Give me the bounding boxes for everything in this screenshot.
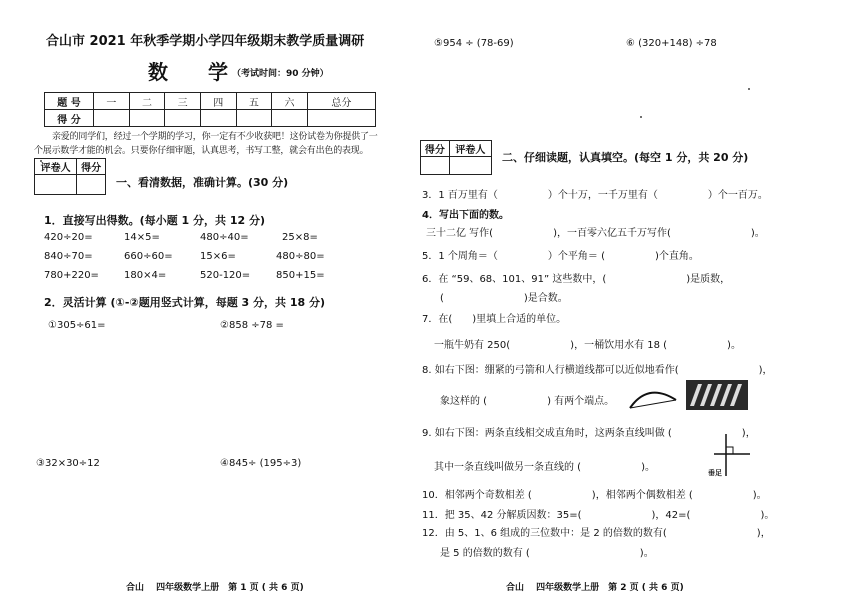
question-4: 4．写出下面的数。 <box>422 210 509 221</box>
question-2-1: ①305÷61= <box>48 320 106 331</box>
subject-title: 数 学 <box>148 60 228 84</box>
foot-of-perpendicular-label: 垂足 <box>708 469 722 477</box>
score-blank-cell <box>307 110 375 127</box>
question-2-5: ⑤954 ÷ (78-69) <box>434 38 514 49</box>
intro-line-1: 亲爱的同学们，经过一个学期的学习，你一定有不少收获吧！这份试卷为你提供了一 <box>52 132 378 142</box>
score-header-cell: 二 <box>129 93 165 110</box>
question-1-title: 1．直接写出得数。(每小题 1 分，共 12 分) <box>44 214 265 227</box>
score-label: 得分 <box>77 159 106 175</box>
question-6-line-1: 6．在 “59、68、101、91” 这些数中，( )是质数， <box>422 274 731 285</box>
question-2-3: ③32×30÷12 <box>36 458 100 469</box>
score-blank-cell <box>200 110 236 127</box>
page-footer: 合山 四年级数学上册 第 2 页 ( 共 6 页) <box>506 583 684 593</box>
question-2-2: ②858 ÷78 = <box>220 320 284 331</box>
grader-box-2 <box>420 140 492 175</box>
calc-item: 660÷60= <box>124 251 173 262</box>
question-4-line: 三十二亿 写作( )，一百零六亿五千万写作( )。 <box>426 228 765 239</box>
question-2-title: 2．灵活计算 (①-②题用竖式计算，每题 3 分，共 18 分) <box>44 296 326 309</box>
score-label: 得分 <box>421 141 450 157</box>
score-blank-cell <box>165 110 201 127</box>
calc-item: 840÷70= <box>44 251 93 262</box>
question-8-line-1: 8. 如右下图：绷紧的弓箭和人行横道线都可以近似地看作( )， <box>422 365 773 376</box>
scan-speck <box>748 88 750 90</box>
grader-label: 评卷人 <box>449 141 491 157</box>
question-9-line-1: 9. 如右下图：两条直线相交成直角时，这两条直线叫做 ( )， <box>422 428 756 439</box>
calc-item: 480÷40= <box>200 232 249 243</box>
exam-page-2 <box>422 0 860 608</box>
question-6-line-2: ( )是合数。 <box>440 293 568 304</box>
page-footer: 合山 四年级数学上册 第 1 页 ( 共 6 页) <box>126 583 304 593</box>
score-blank-cell <box>129 110 165 127</box>
scan-speck <box>640 116 642 118</box>
question-2-6: ⑥ (320+148) ÷78 <box>626 38 717 49</box>
calc-item: 14×5= <box>124 232 160 243</box>
calc-item: 180×4= <box>124 270 167 281</box>
calc-item: 780+220= <box>44 270 99 281</box>
exam-title: 合山市 2021 年秋季学期小学四年级期末教学质量调研 <box>46 34 365 49</box>
question-11: 11．把 35、42 分解质因数：35=( )，42=( )。 <box>422 510 775 521</box>
calc-item: 480÷80= <box>276 251 325 262</box>
score-blank-cell <box>236 110 272 127</box>
calc-item: 850+15= <box>276 270 325 281</box>
calc-item: 520-120= <box>200 270 251 281</box>
score-blank <box>421 157 450 175</box>
question-8-line-2: 象这样的 ( ) 有两个端点。 <box>440 396 615 407</box>
score-blank <box>77 175 106 195</box>
score-header-cell: 五 <box>236 93 272 110</box>
question-9-line-2: 其中一条直线叫做另一条直线的 ( )。 <box>434 462 655 473</box>
score-header-cell: 一 <box>94 93 130 110</box>
grader-blank <box>35 175 77 195</box>
grader-box <box>34 158 106 195</box>
section-1-title: 一、看清数据，准确计算。(30 分) <box>116 176 289 189</box>
question-12-line-1: 12．由 5、1、6 组成的三位数中：是 2 的倍数的数有( )， <box>422 528 771 539</box>
score-header-cell: 三 <box>165 93 201 110</box>
question-10: 10．相邻两个奇数相差 ( )，相邻两个偶数相差 ( )。 <box>422 490 767 501</box>
section-2-title: 二、仔细读题，认真填空。(每空 1 分，共 20 分) <box>502 151 749 164</box>
question-12-line-2: 是 5 的倍数的数有 ( )。 <box>440 548 654 559</box>
score-blank-cell <box>272 110 308 127</box>
question-2-4: ④845÷ (195÷3) <box>220 458 302 469</box>
score-blank-cell <box>94 110 130 127</box>
score-header-cell: 六 <box>272 93 308 110</box>
score-header-cell: 四 <box>200 93 236 110</box>
crosswalk-photo <box>686 380 748 410</box>
calc-item: 420÷20= <box>44 232 93 243</box>
score-header-cell: 题 号 <box>45 93 94 110</box>
intro-line-2: 个展示数学才能的机会。只要你仔细审题，认真思考，书写工整，就会有出色的表现。 <box>34 146 369 156</box>
grader-blank <box>449 157 491 175</box>
score-header-cell: 总分 <box>307 93 375 110</box>
scan-speck <box>40 160 42 162</box>
bow-figure <box>628 382 678 412</box>
grader-label: 评卷人 <box>35 159 77 175</box>
score-row-label: 得 分 <box>45 110 94 127</box>
calc-item: 15×6= <box>200 251 236 262</box>
question-5: 5．1 个周角＝（ ）个平角＝ ( )个直角。 <box>422 251 699 262</box>
calc-item: 25×8= <box>282 232 318 243</box>
score-table <box>44 92 376 127</box>
question-7: 7．在( )里填上合适的单位。 <box>422 314 567 325</box>
question-7-line: 一瓶牛奶有 250( )，一桶饮用水有 18 ( )。 <box>434 340 741 351</box>
question-3: 3．1 百万里有（ ）个十万，一千万里有（ ）个一百万。 <box>422 190 768 201</box>
exam-time: （考试时间：90 分钟） <box>232 69 329 79</box>
